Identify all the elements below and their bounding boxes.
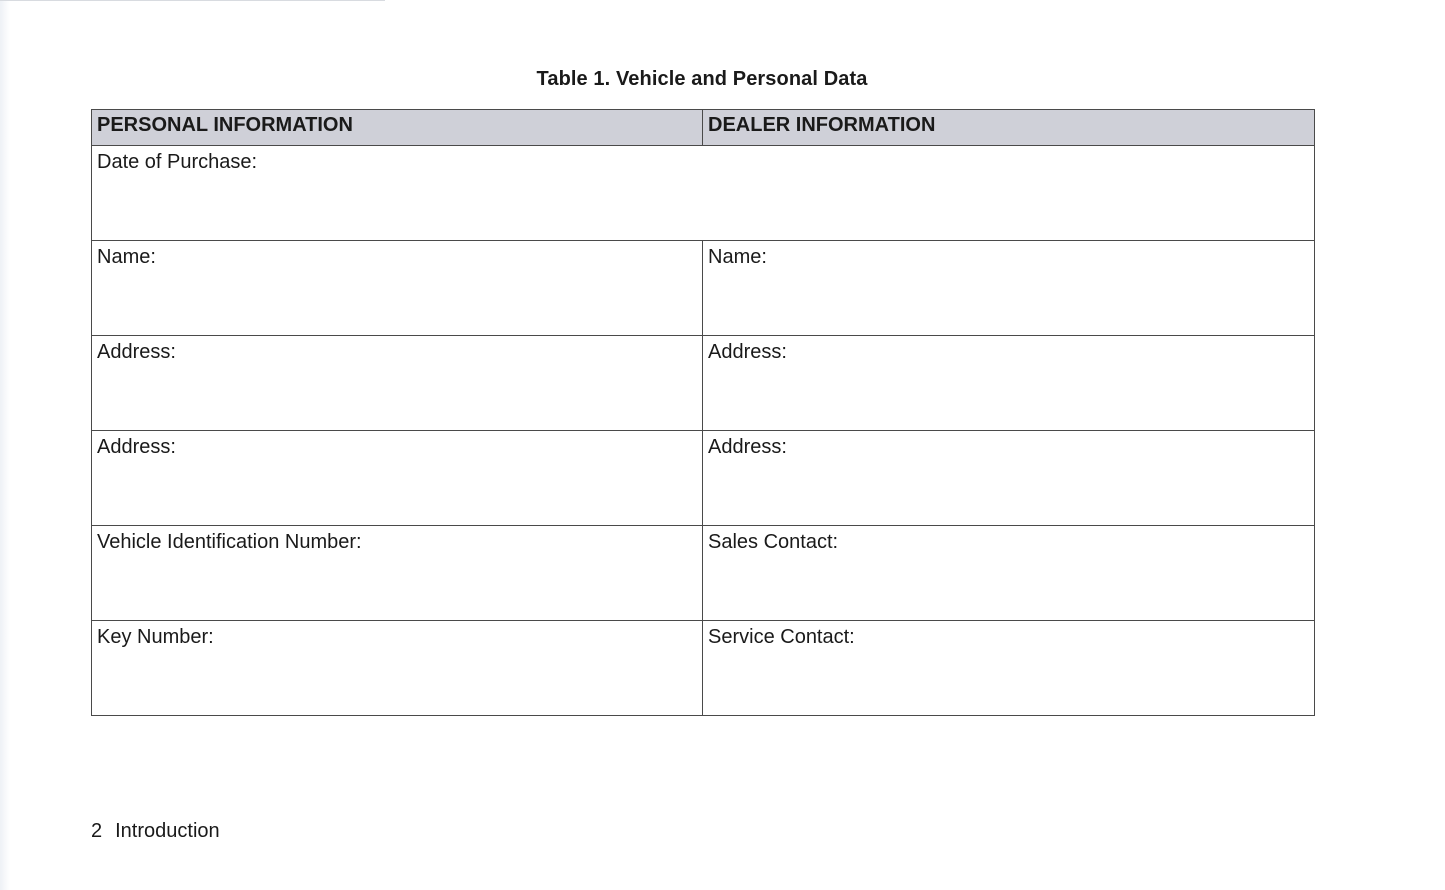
table-row [92, 526, 1315, 621]
personal-name-field[interactable]: Name: [92, 241, 703, 336]
service-contact-field[interactable]: Service Contact: [703, 621, 1315, 716]
table-title: Table 1. Vehicle and Personal Data [536, 68, 868, 90]
dealer-address-field[interactable]: Address: [703, 336, 1315, 431]
dealer-name-field[interactable]: Name: [703, 241, 1315, 336]
page-edge-shadow [0, 0, 10, 890]
table-row [92, 431, 1315, 526]
dealer-address-line2-field[interactable]: Address: [703, 431, 1315, 526]
vehicle-personal-data-table [91, 109, 1315, 716]
personal-information-header: PERSONAL INFORMATION [92, 110, 703, 146]
table-row [92, 336, 1315, 431]
section-name: Introduction [115, 820, 220, 842]
personal-address-line2-field[interactable]: Address: [92, 431, 703, 526]
table-header-row [92, 110, 1315, 146]
key-number-field[interactable]: Key Number: [92, 621, 703, 716]
page-footer [91, 820, 220, 843]
table-row [92, 146, 1315, 241]
page-top-edge [0, 0, 385, 1]
table-row [92, 621, 1315, 716]
personal-address-field[interactable]: Address: [92, 336, 703, 431]
table-row [92, 241, 1315, 336]
vehicle-identification-number-field[interactable]: Vehicle Identification Number: [92, 526, 703, 621]
sales-contact-field[interactable]: Sales Contact: [703, 526, 1315, 621]
page-number: 2 [91, 820, 103, 842]
dealer-information-header: DEALER INFORMATION [703, 110, 1315, 146]
date-of-purchase-field[interactable]: Date of Purchase: [92, 146, 1315, 241]
